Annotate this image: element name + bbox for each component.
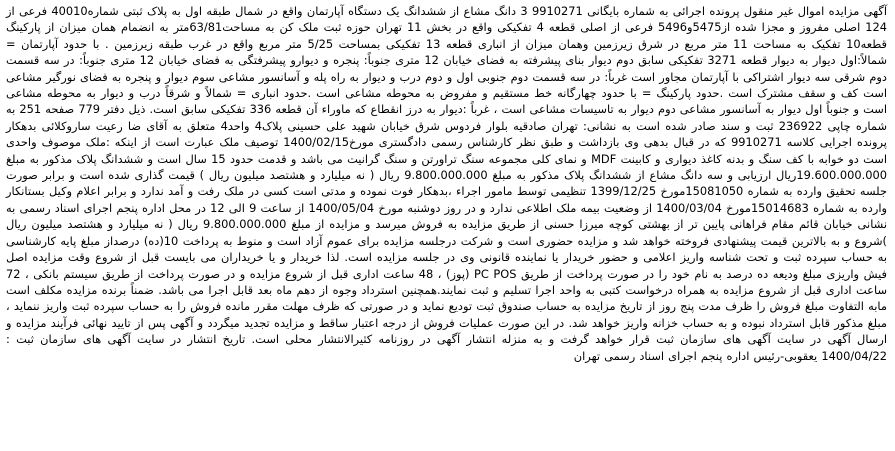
auction-notice-text: آگهی مزایده اموال غیر منقول پرونده اجرائی به شماره بایگانی 9910271 3 دانگ مشاع از ششدانگ یک دستگاه آپارتمان واقع در شمال طبقه اول به پلاک ثبتی شماره40010 فرعی از 124 اصلی مفروز و مجزا شده از5475و5496 فرعی از اصلی قطعه 4 تفکیکی واقع در بخش 11 تهران حوزه ثبت ملک کن به مساحت63/81متر به انضمام همان میزان از پارکینگ قطعه10 تفکیک به مساحت 11 متر مربع در شرق زیرزمین وهمان میزان از انباری قطعه 13 تفکیکی بمساحت 5/25 متر مربع واقع در غرب طبقه زیرزمین . با حدود آپارتمان = شمالاً:اول دیوار به دیوار قطعه 3271 تفکیکی سابق دوم دیوار بنای پیشرفته به فضای خیابان 12 متری جنوباً: پنجره و دیوارو پیشرفتگی به فضای خیابان 12 متری جنوباً: در سه قسمت دوم شرقی سه دیوار اشتراکی با آپارتمان مجاور است غرباً: در سه قسمت دوم جنوبی اول و دوم درب و دیوار به راه پله و آسانسور مشاعی سوم دیوار و پنجره به فضای نورگیر مشاعی است کف و سقف مشترک است .حدود پارکینگ = با حدود چهارگانه خط مستقیم و مفروض به محوطه مشاعی است .حدود انباری = شمالاً و شرقاً درب و دیوار به محوطه مشاعی است و جنوباً اول دیوار به آسانسور مشاعی دوم دیوار به تاسیسات مشاعی است ، غرباً :دیوار به درز انقطاع که ماوراء آن قطعه 336 تفکیکی سابق است. ذیل دفتر 779 صفحه 251 به شماره چاپی 236922 ثبت و سند صادر شده است به نشانی: تهران صادقیه بلوار فردوس شرق خیابان شهید علی حسینی پلاک4 واحد4 متعلق به آقای ضا رعیت ساروکلائی بدهکار پرونده اجرایی کلاسه 9910271 که در قبال بدهی وی بازداشت و طبق نظر کارشناس رسمی دادگستری مورخ1400/02/15 توصیف ملک عبارت است از اینکه :ملک موصوف واحدی است دو خوابه با کف سنگ و بدنه کاغذ دیواری و کابینت MDF و نمای کلی مجموعه سنگ تراورتن و سنگ گرانیت می باشد و قدمت حدود 15 سال است و ششدانگ پلاک مذکور به مبلغ 19.600.000.000ریال ارزیابی و سه دانگ مشاع از ششدانگ پلاک مذکور به مبلغ 9.800.000.000 ریال ( نه میلیارد و هشتصد میلیون ریال ) قیمت گذاری شده است و برابر صورت جلسه تحقیق وارده به شماره 15081050مورخ 1399/12/25 تنظیمی توسط مامور اجراء ،بدهکار فوت نموده و مدتی است کسی در ملک رفت و آمد ندارد و برابر اعلام وکیل بستانکار وارده به شماره 15014683مورخ 1400/03/04 از وضعیت بیمه ملک اطلاعی ندارد و در روز دوشنبه مورخ 1400/05/04 از ساعت 9 الی 12 در محل اداره پنجم اجرای اسناد رسمی به نشانی خیابان قائم مقام فراهانی پایین تر از بهشتی کوچه میرزا حسنی از طریق مزایده به فروش میرسد و مزایده از مبلغ 9.800.000.000 ریال ( نه میلیارد و هشتصد میلیون ریال )شروع و به بالاترین قیمت پیشنهادی فروخته خواهد شد و مزایده حضوری است و شرکت درجلسه مزایده برای عموم آزاد است و منوط به پرداخت 10(ده) درصداز مبلغ پایه کارشناسی به حساب سپرده ثبت و تحت شناسه واریز اعلامی و حضور خریدار یا نماینده قانونی وی در جلسه مزایده است. لذا خریدار و یا خریداران می بایست قبل از شروع وقت مزایده اصل فیش واریزی مبلغ ودیعه ده درصد به نام خود را در صورت پرداخت از طریق PC POS (پوز) ، 48 ساعت اداری قبل از شروع مزایده و در صورت پرداخت از طریق سیستم بانکی ، 72 ساعت اداری قبل از شروع مزایده به همراه درخواست کتبی به واحد اجرا تسلیم و ثبت نمایند.همچنین استرداد وجوه از دهم ماه بعد قابل اجرا می باشد. ضمناً برنده مزایده مکلف است مابه التفاوت مبلغ فروش را ظرف مدت پنج روز از تاریخ مزایده به حساب صندوق ثبت تودیع نماید و در صورتی که ظرف مهلت مقرر مانده فروش را به حساب سپرده ثبت واریز ننماید ، مبلغ مذکور قابل استرداد نبوده و به حساب خزانه واریز خواهد شد. در این صورت عملیات فروش از درجه اعتبار ساقط و مزایده تجدید میگردد و آگهی پس از تایید نهائی فرآیند مزایده و ارسال آگهی در سایت آگهی های سازمان ثبت قرار خواهد گرفت و به منزله انتشار آگهی در روزنامه کثیرالانتشار محلی است. تاریخ انتشار در سایت آگهی های سازمان ثبت : 1400/04/22 یعقوبی-رئیس اداره پنجم اجرای اسناد رسمی تهران: [6, 4, 888, 363]
